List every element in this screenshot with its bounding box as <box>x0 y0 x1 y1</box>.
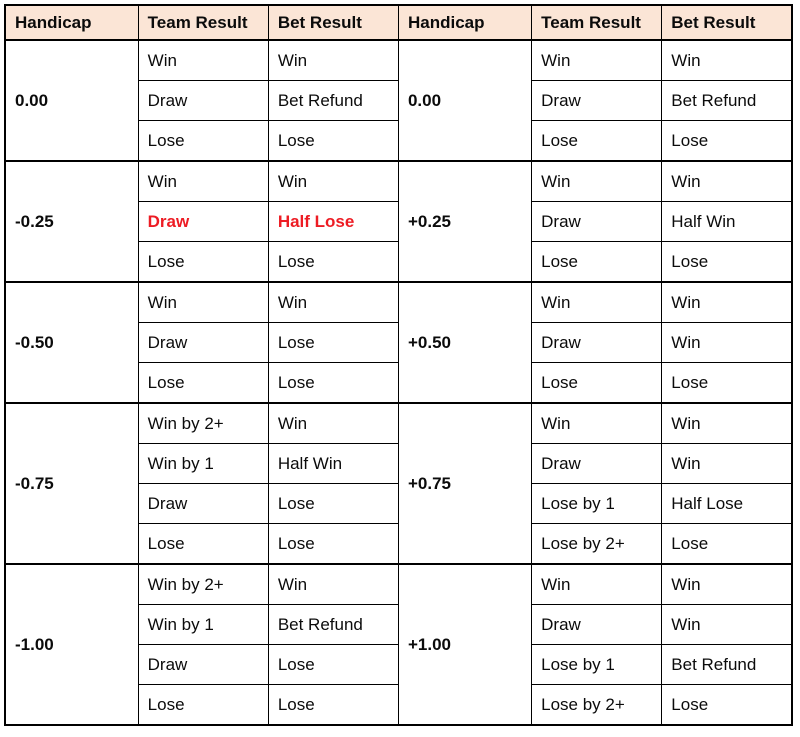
bet-result-cell: Lose <box>268 645 398 685</box>
bet-result-cell: Win <box>662 161 792 202</box>
team-result-cell: Win by 1 <box>138 605 268 645</box>
table-row <box>5 282 792 323</box>
handicap-cell: -1.00 <box>5 564 138 725</box>
bet-result-cell: Win <box>662 444 792 484</box>
header-team-result-right: Team Result <box>532 5 662 40</box>
team-result-cell: Lose <box>138 363 268 404</box>
team-result-cell: Win <box>532 161 662 202</box>
header-handicap-left: Handicap <box>5 5 138 40</box>
header-row <box>5 5 792 40</box>
team-result-cell: Draw <box>138 484 268 524</box>
bet-result-cell: Win <box>662 403 792 444</box>
bet-result-cell: Lose <box>662 242 792 283</box>
header-bet-result-left: Bet Result <box>268 5 398 40</box>
table-row <box>5 161 792 202</box>
team-result-cell: Draw <box>532 444 662 484</box>
team-result-cell: Draw <box>138 645 268 685</box>
bet-result-cell-highlighted: Half Lose <box>268 202 398 242</box>
bet-result-cell: Half Win <box>662 202 792 242</box>
handicap-cell: -0.75 <box>5 403 138 564</box>
bet-result-cell: Bet Refund <box>268 81 398 121</box>
bet-result-cell: Lose <box>662 524 792 565</box>
header-bet-result-right: Bet Result <box>662 5 792 40</box>
handicap-cell: -0.50 <box>5 282 138 403</box>
bet-result-cell: Win <box>268 282 398 323</box>
bet-result-cell: Bet Refund <box>268 605 398 645</box>
team-result-cell: Win by 1 <box>138 444 268 484</box>
handicap-cell: 0.00 <box>5 40 138 161</box>
handicap-cell: +0.25 <box>398 161 531 282</box>
bet-result-cell: Lose <box>268 363 398 404</box>
handicap-cell: +0.50 <box>398 282 531 403</box>
team-result-cell: Lose <box>138 121 268 162</box>
team-result-cell: Lose <box>532 121 662 162</box>
bet-result-cell: Win <box>662 564 792 605</box>
asian-handicap-table <box>4 4 793 726</box>
table-row <box>5 564 792 605</box>
bet-result-cell: Win <box>662 40 792 81</box>
bet-result-cell: Bet Refund <box>662 645 792 685</box>
bet-result-cell: Win <box>268 161 398 202</box>
team-result-cell: Win by 2+ <box>138 564 268 605</box>
bet-result-cell: Lose <box>662 121 792 162</box>
team-result-cell: Lose by 1 <box>532 484 662 524</box>
team-result-cell: Draw <box>532 81 662 121</box>
team-result-cell: Lose <box>138 685 268 726</box>
bet-result-cell: Win <box>268 40 398 81</box>
team-result-cell: Win <box>138 282 268 323</box>
header-team-result-left: Team Result <box>138 5 268 40</box>
handicap-cell: 0.00 <box>398 40 531 161</box>
bet-result-cell: Lose <box>268 121 398 162</box>
bet-result-cell: Lose <box>268 323 398 363</box>
team-result-cell: Lose by 2+ <box>532 685 662 726</box>
team-result-cell: Draw <box>138 323 268 363</box>
team-result-cell: Win <box>532 403 662 444</box>
team-result-cell: Lose <box>532 242 662 283</box>
team-result-cell: Draw <box>532 202 662 242</box>
team-result-cell: Win <box>138 40 268 81</box>
team-result-cell-highlighted: Draw <box>138 202 268 242</box>
handicap-cell: -0.25 <box>5 161 138 282</box>
team-result-cell: Win <box>532 564 662 605</box>
bet-result-cell: Lose <box>268 242 398 283</box>
team-result-cell: Win <box>138 161 268 202</box>
bet-result-cell: Lose <box>268 685 398 726</box>
bet-result-cell: Win <box>268 564 398 605</box>
header-handicap-right: Handicap <box>398 5 531 40</box>
bet-result-cell: Lose <box>662 363 792 404</box>
bet-result-cell: Bet Refund <box>662 81 792 121</box>
bet-result-cell: Win <box>268 403 398 444</box>
team-result-cell: Draw <box>138 81 268 121</box>
table-row <box>5 40 792 81</box>
team-result-cell: Draw <box>532 323 662 363</box>
team-result-cell: Lose by 2+ <box>532 524 662 565</box>
team-result-cell: Lose by 1 <box>532 645 662 685</box>
team-result-cell: Lose <box>138 242 268 283</box>
bet-result-cell: Lose <box>268 484 398 524</box>
handicap-cell: +1.00 <box>398 564 531 725</box>
team-result-cell: Lose <box>138 524 268 565</box>
table-row <box>5 403 792 444</box>
bet-result-cell: Lose <box>268 524 398 565</box>
handicap-cell: +0.75 <box>398 403 531 564</box>
bet-result-cell: Win <box>662 605 792 645</box>
bet-result-cell: Win <box>662 282 792 323</box>
bet-result-cell: Half Win <box>268 444 398 484</box>
bet-result-cell: Half Lose <box>662 484 792 524</box>
team-result-cell: Win <box>532 282 662 323</box>
bet-result-cell: Lose <box>662 685 792 726</box>
team-result-cell: Lose <box>532 363 662 404</box>
team-result-cell: Draw <box>532 605 662 645</box>
team-result-cell: Win <box>532 40 662 81</box>
team-result-cell: Win by 2+ <box>138 403 268 444</box>
bet-result-cell: Win <box>662 323 792 363</box>
